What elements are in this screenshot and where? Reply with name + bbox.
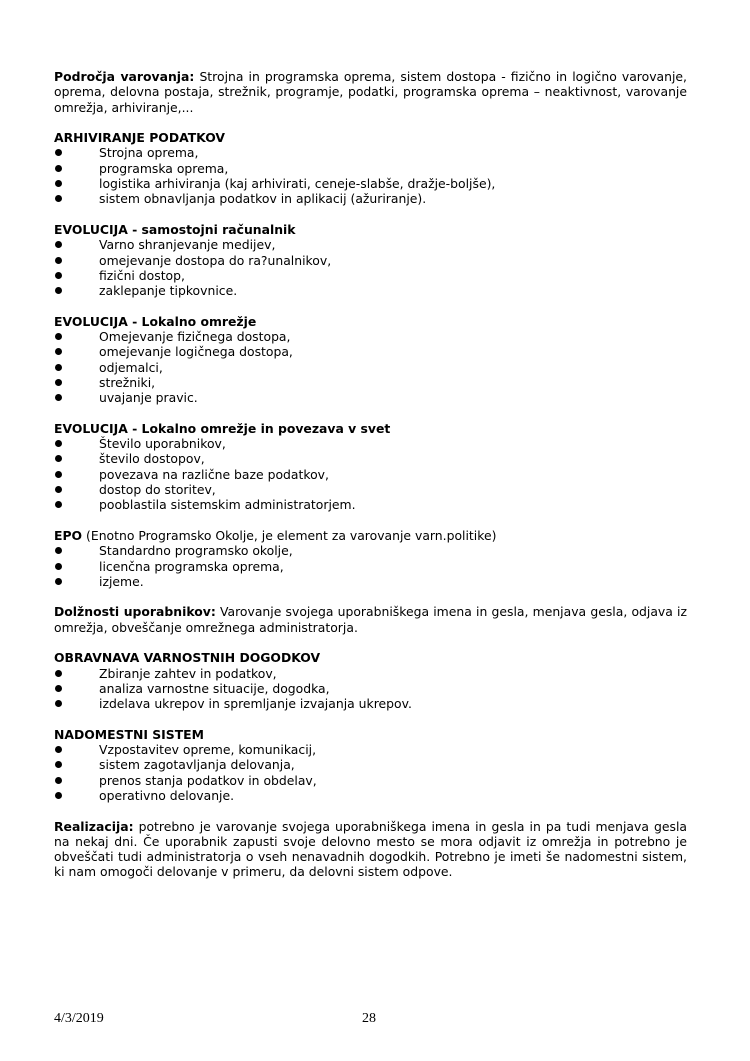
list-item-text: sistem zagotavljanja delovanja, — [99, 757, 295, 773]
list-item-text: omejevanje dostopa do ra?unalnikov, — [99, 252, 332, 268]
bullet-list — [54, 742, 687, 803]
realizacija-paragraph — [54, 819, 687, 880]
bullet-icon — [55, 195, 62, 202]
list-item — [54, 788, 687, 803]
list-item-text: logistika arhiviranja (kaj arhivirati, ceneje-slabše, dražje-boljše), — [99, 176, 496, 192]
list-item-text: izdelava ukrepov in spremljanje izvajanja ukrepov. — [99, 696, 412, 712]
list-item-text: pooblastila sistemskim administratorjem. — [99, 497, 356, 513]
bullet-icon — [55, 792, 62, 799]
dolznosti-label: Dolžnosti uporabnikov: — [54, 604, 216, 620]
list-item — [54, 436, 687, 451]
list-item — [54, 742, 687, 757]
bullet-list — [54, 329, 687, 405]
realizacija-text: potrebno je varovanje svojega uporabniškega imena in gesla in pa tudi menjava gesla na nekaj dni. Če uporabnik zapusti svoje delovno mesto se mora odjavit iz omrežja in potrebno je obveščati tudi administratorja o vseh nenavadnih dogodkih. Potrebno je imeti še nadomestni sistem, ki nam omogoči delovanje v primeru, da delovni sistem odpove. — [54, 818, 687, 880]
bullet-icon — [55, 563, 62, 570]
bullet-list — [54, 543, 687, 589]
bullet-icon — [55, 241, 62, 248]
list-item-text: Strojna oprema, — [99, 145, 199, 161]
list-item — [54, 482, 687, 497]
bullet-icon — [55, 700, 62, 707]
list-item — [54, 191, 687, 206]
intro-text: Strojna in programska oprema, sistem dostopa - fizično in logično varovanje, oprema, delovna postaja, strežnik, programje, podatki, programska oprema – neaktivnost, varovanje omrežja, arhiviranje,... — [54, 69, 687, 115]
bullet-icon — [55, 761, 62, 768]
page-number: 28 — [362, 1011, 376, 1026]
list-item-text: strežniki, — [99, 374, 156, 390]
bullet-icon — [55, 287, 62, 294]
list-item — [54, 268, 687, 283]
bullet-list — [54, 145, 687, 206]
list-item-text: uvajanje pravic. — [99, 390, 198, 406]
list-item — [54, 696, 687, 711]
list-item-text: Varno shranjevanje medijev, — [99, 237, 276, 253]
epo-text: (Enotno Programsko Okolje, je element za varovanje varn.politike) — [82, 527, 497, 543]
intro-label: Področja varovanja: — [54, 69, 195, 84]
bullet-icon — [55, 257, 62, 264]
list-item — [54, 559, 687, 574]
bullet-icon — [55, 379, 62, 386]
list-item-text: povezava na različne baze podatkov, — [99, 466, 329, 482]
list-item-text: Omejevanje fizičnega dostopa, — [99, 329, 291, 345]
document-body — [54, 69, 687, 895]
section-evolucija-samostojni — [54, 222, 687, 298]
list-item — [54, 253, 687, 268]
section-heading: EVOLUCIJA - Lokalno omrežje in povezava v svet — [54, 420, 391, 436]
list-item — [54, 176, 687, 191]
list-item-text: izjeme. — [99, 573, 144, 589]
list-item — [54, 666, 687, 681]
list-item — [54, 329, 687, 344]
footer-date: 4/3/2019 — [54, 1011, 104, 1026]
list-item — [54, 467, 687, 482]
bullet-icon — [55, 746, 62, 753]
section-nadomestni — [54, 727, 687, 803]
epo-label: EPO — [54, 527, 83, 543]
bullet-icon — [55, 501, 62, 508]
bullet-icon — [55, 149, 62, 156]
list-item — [54, 360, 687, 375]
bullet-icon — [55, 440, 62, 447]
list-item — [54, 497, 687, 512]
realizacija-label: Realizacija: — [54, 818, 134, 834]
bullet-icon — [55, 486, 62, 493]
list-item-text: Standardno programsko okolje, — [99, 543, 293, 559]
list-item-text: Vzpostavitev opreme, komunikacij, — [99, 742, 317, 758]
dolznosti-text: Varovanje svojega uporabniškega imena in gesla, menjava gesla, odjava iz omrežja, obveščanje omrežnega administratorja. — [54, 604, 688, 635]
list-item-text: omejevanje logičnega dostopa, — [99, 344, 293, 360]
bullet-icon — [55, 180, 62, 187]
bullet-icon — [55, 547, 62, 554]
dolznosti-paragraph — [54, 604, 687, 635]
section-heading: EVOLUCIJA - samostojni računalnik — [54, 221, 296, 237]
list-item-text: zaklepanje tipkovnice. — [99, 283, 238, 299]
list-item — [54, 237, 687, 252]
list-item — [54, 375, 687, 390]
bullet-icon — [55, 333, 62, 340]
list-item-text: Zbiranje zahtev in podatkov, — [99, 665, 277, 681]
list-item-text: licenčna programska oprema, — [99, 558, 284, 574]
list-item — [54, 543, 687, 558]
list-item — [54, 145, 687, 160]
bullet-list — [54, 666, 687, 712]
list-item-text: operativno delovanje. — [99, 787, 235, 803]
list-item — [54, 757, 687, 772]
list-item — [54, 344, 687, 359]
bullet-icon — [55, 471, 62, 478]
list-item-text: programska oprema, — [99, 160, 229, 176]
epo-heading — [54, 528, 687, 543]
section-evolucija-lokalno — [54, 314, 687, 406]
bullet-icon — [55, 165, 62, 172]
bullet-icon — [55, 364, 62, 371]
section-heading: OBRAVNAVA VARNOSTNIH DOGODKOV — [54, 650, 321, 666]
section-heading: NADOMESTNI SISTEM — [54, 726, 204, 742]
list-item — [54, 161, 687, 176]
list-item — [54, 390, 687, 405]
bullet-list — [54, 237, 687, 298]
list-item-text: dostop do storitev, — [99, 482, 216, 498]
list-item-text: sistem obnavljanja podatkov in aplikacij (ažuriranje). — [99, 191, 427, 207]
section-epo — [54, 528, 687, 589]
list-item-text: število dostopov, — [99, 451, 205, 467]
section-arhiviranje — [54, 130, 687, 206]
bullet-icon — [55, 777, 62, 784]
section-heading: ARHIVIRANJE PODATKOV — [54, 130, 226, 146]
list-item — [54, 574, 687, 589]
bullet-list — [54, 436, 687, 512]
intro-paragraph — [54, 69, 687, 115]
bullet-icon — [55, 272, 62, 279]
section-obravnava — [54, 650, 687, 711]
bullet-icon — [55, 348, 62, 355]
list-item — [54, 681, 687, 696]
section-heading: EVOLUCIJA - Lokalno omrežje — [54, 313, 257, 329]
list-item-text: prenos stanja podatkov in obdelav, — [99, 772, 317, 788]
bullet-icon — [55, 394, 62, 401]
bullet-icon — [55, 578, 62, 585]
list-item-text: analiza varnostne situacije, dogodka, — [99, 680, 330, 696]
section-evolucija-svet — [54, 421, 687, 513]
bullet-icon — [55, 670, 62, 677]
bullet-icon — [55, 685, 62, 692]
list-item-text: odjemalci, — [99, 359, 163, 375]
list-item-text: Število uporabnikov, — [99, 436, 226, 452]
list-item — [54, 451, 687, 466]
list-item — [54, 773, 687, 788]
list-item — [54, 283, 687, 298]
bullet-icon — [55, 455, 62, 462]
list-item-text: fizični dostop, — [99, 267, 185, 283]
